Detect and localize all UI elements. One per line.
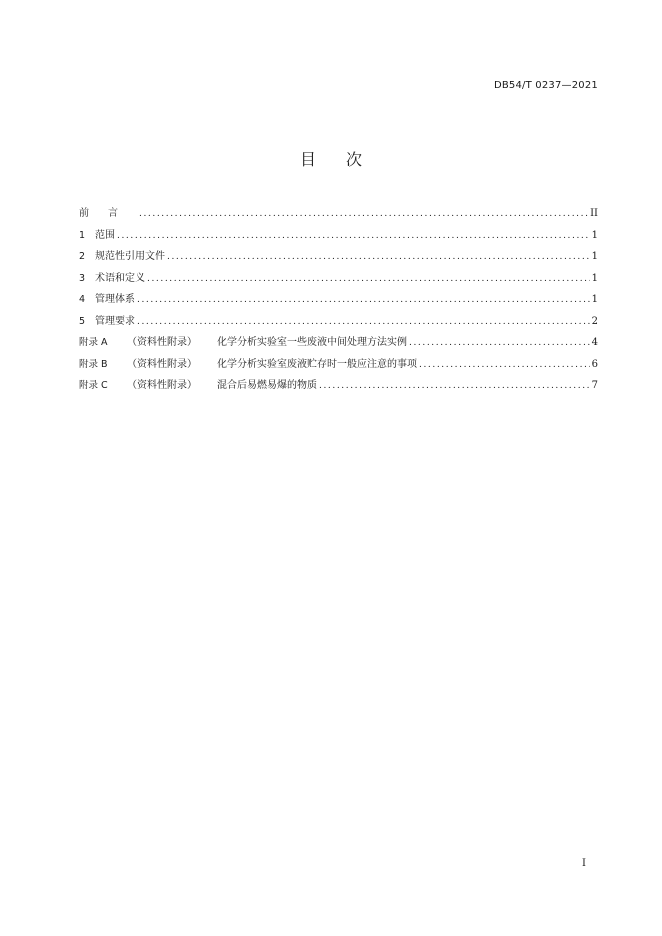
toc-entry-preface[interactable] (79, 203, 598, 225)
toc-appendix-number: 附录 C (79, 380, 108, 391)
toc-leader-dots (137, 290, 590, 311)
toc-entry-label: 管理体系 (95, 294, 135, 305)
table-of-contents (79, 203, 598, 397)
toc-leader-dots (419, 355, 590, 376)
toc-entry-section-2[interactable] (79, 246, 598, 268)
page-title: 目次 (299, 150, 392, 169)
toc-entry-label: 化学分析实验室废液贮存时一般应注意的事项 (217, 358, 417, 370)
toc-leader-dots (409, 333, 590, 354)
toc-entry-number: 2 (79, 251, 86, 262)
document-code: DB54/T 0237—2021 (493, 80, 598, 91)
toc-leader-dots (117, 226, 590, 247)
toc-appendix-type: （资料性附录） (127, 337, 197, 348)
toc-entry-appendix-c[interactable] (79, 375, 598, 397)
toc-entry-page: 1 (591, 229, 598, 241)
toc-entry-section-1[interactable] (79, 225, 598, 247)
toc-appendix-type: （资料性附录） (127, 380, 197, 391)
toc-leader-dots (137, 312, 590, 333)
toc-entry-page: 1 (591, 251, 598, 262)
toc-entry-page: 2 (591, 315, 598, 327)
toc-appendix-number: 附录 A (79, 337, 108, 348)
toc-leader-dots (167, 247, 590, 268)
toc-entry-number: 5 (79, 315, 86, 327)
toc-leader-dots (139, 204, 588, 225)
toc-entry-label: 前言 (79, 208, 137, 219)
toc-entry-page: II (590, 208, 598, 219)
toc-appendix-type: （资料性附录） (127, 358, 197, 370)
toc-entry-section-4[interactable] (79, 289, 598, 311)
toc-leader-dots (319, 376, 590, 397)
toc-entry-section-3[interactable] (79, 268, 598, 290)
toc-entry-appendix-a[interactable] (79, 332, 598, 354)
toc-entry-page: 1 (591, 272, 598, 284)
toc-entry-number: 1 (79, 229, 86, 241)
toc-entry-label: 规范性引用文件 (95, 251, 165, 262)
page-number: I (582, 858, 586, 869)
toc-entry-label: 范围 (95, 229, 115, 241)
toc-appendix-number: 附录 B (79, 358, 108, 370)
toc-entry-label: 管理要求 (95, 315, 135, 327)
toc-leader-dots (147, 269, 590, 290)
toc-entry-label: 化学分析实验室一些废液中间处理方法实例 (217, 337, 407, 348)
toc-entry-label: 混合后易燃易爆的物质 (217, 380, 317, 391)
toc-entry-number: 3 (79, 272, 86, 284)
toc-entry-number: 4 (79, 294, 86, 305)
toc-entry-section-5[interactable] (79, 311, 598, 333)
toc-entry-page: 4 (591, 337, 598, 348)
toc-entry-page: 1 (591, 294, 598, 305)
toc-entry-appendix-b[interactable] (79, 354, 598, 376)
toc-entry-label: 术语和定义 (95, 272, 145, 284)
toc-entry-page: 7 (591, 380, 598, 391)
toc-entry-page: 6 (591, 358, 598, 370)
